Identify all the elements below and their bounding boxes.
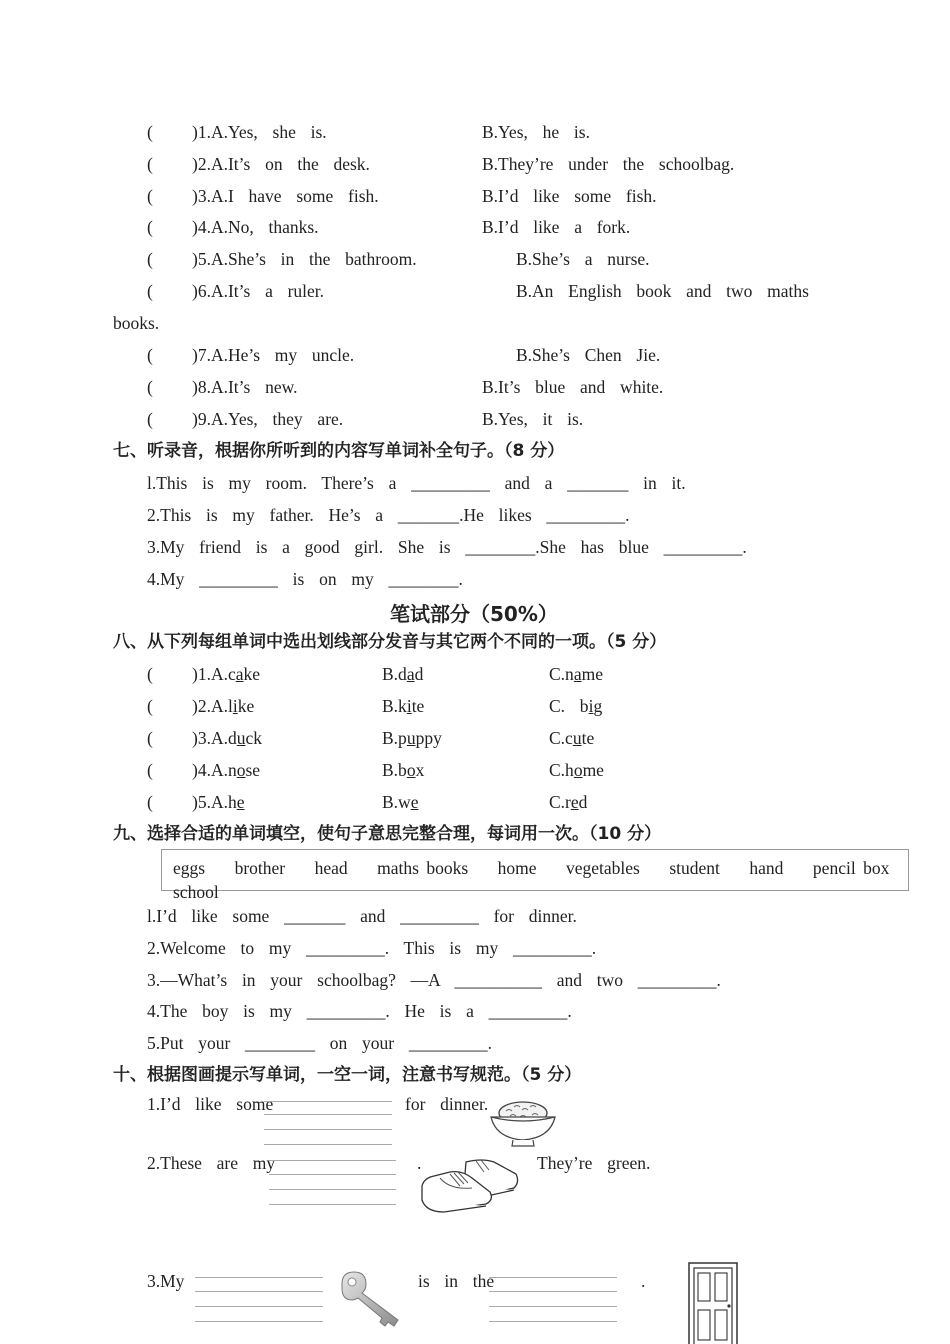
option-b: B.I’d like a fork. [482,217,631,237]
option-a: )7.A.He’s my uncle. [192,345,355,365]
option-c: C.red [549,792,588,812]
item-3-text-mid: is in the [418,1271,495,1291]
option-b-continued: books. [113,313,160,333]
option-b: B.She’s a nurse. [516,249,650,269]
paren: ( [147,217,153,237]
door-icon [688,1262,738,1344]
paren: ( [147,154,153,174]
rice-bowl-icon [488,1098,558,1150]
option-a: )2.A.It’s on the desk. [192,154,370,174]
key-icon [338,1270,404,1330]
paren: ( [147,186,153,206]
option-a: )6.A.It’s a ruler. [192,281,325,301]
option-a: )5.A.he [192,792,245,812]
option-b: B.I’d like some fish. [482,186,657,206]
section-9-heading: 九、选择合适的单词填空，使句子意思完整合理，每词用一次。（10 分） [113,824,662,844]
written-part-title: 笔试部分（50%） [390,602,558,626]
section-10-heading: 十、根据图画提示写单词，一空一词，注意书写规范。（5 分） [113,1065,582,1085]
paren: ( [147,728,153,748]
sentence-line: 3.—What’s in your schoolbag? —A __________ and two _________. [147,970,721,990]
option-a: )1.A.cake [192,664,261,684]
option-b: B.puppy [382,728,442,748]
sentence-line: 2.Welcome to my _________. This is my _________. [147,938,597,958]
option-a: )3.A.duck [192,728,262,748]
sentence-line: 2.This is my father. He’s a _______.He likes _________. [147,505,630,525]
option-a: )5.A.She’s in the bathroom. [192,249,417,269]
word-bank: eggs brother head maths books home vegetables student hand pencil box [173,858,890,878]
option-c: C.home [549,760,604,780]
paren: ( [147,760,153,780]
paren: ( [147,409,153,429]
sentence-line: 4.The boy is my _________. He is a _________. [147,1001,572,1021]
item-2-text-after: They’re green. [537,1153,651,1173]
option-a: )1.A.Yes, she is. [192,122,327,142]
option-a: )4.A.No, thanks. [192,217,319,237]
option-b: B.box [382,760,425,780]
sentence-line: l.This is my room. There’s a _________ and a _______ in it. [147,473,686,493]
option-b: B.An English book and two maths [516,281,809,301]
paren: ( [147,249,153,269]
paren: ( [147,281,153,301]
option-b: B.She’s Chen Jie. [516,345,661,365]
option-c: C.name [549,664,603,684]
option-b: B.kite [382,696,425,716]
option-b: B.we [382,792,419,812]
option-c: C. big [549,696,603,716]
item-2-period: . [417,1153,422,1173]
word-bank-overflow: school [173,882,219,902]
shoes-icon [420,1156,520,1214]
paren: ( [147,345,153,365]
paren: ( [147,792,153,812]
option-b: B.It’s blue and white. [482,377,664,397]
paren: ( [147,696,153,716]
option-b: B.They’re under the schoolbag. [482,154,735,174]
paren: ( [147,377,153,397]
item-2-text: 2.These are my [147,1153,276,1173]
option-a: )8.A.It’s new. [192,377,298,397]
sentence-line: 5.Put your ________ on your _________. [147,1033,492,1053]
paren: ( [147,122,153,142]
item-1-text: 1.I’d like some [147,1094,274,1114]
sentence-line: l.I’d like some _______ and _________ for dinner. [147,906,577,926]
item-3-text: 3.My [147,1271,185,1291]
option-a: )2.A.like [192,696,255,716]
paren: ( [147,664,153,684]
option-b: B.Yes, he is. [482,122,590,142]
word-bank-box [161,849,909,902]
item-1-text-after: for dinner. [405,1094,489,1114]
option-a: )4.A.nose [192,760,261,780]
option-b: B.Yes, it is. [482,409,584,429]
option-c: C.cute [549,728,595,748]
section-8-heading: 八、从下列每组单词中选出划线部分发音与其它两个不同的一项。（5 分） [113,632,667,652]
option-a: )9.A.Yes, they are. [192,409,344,429]
section-7-heading: 七、听录音，根据你所听到的内容写单词补全句子。（8 分） [113,441,565,461]
item-3-period: . [641,1271,646,1291]
option-b: B.dad [382,664,424,684]
sentence-line: 3.My friend is a good girl. She is ________.She has blue _________. [147,537,747,557]
option-a: )3.A.I have some fish. [192,186,379,206]
sentence-line: 4.My _________ is on my ________. [147,569,463,589]
